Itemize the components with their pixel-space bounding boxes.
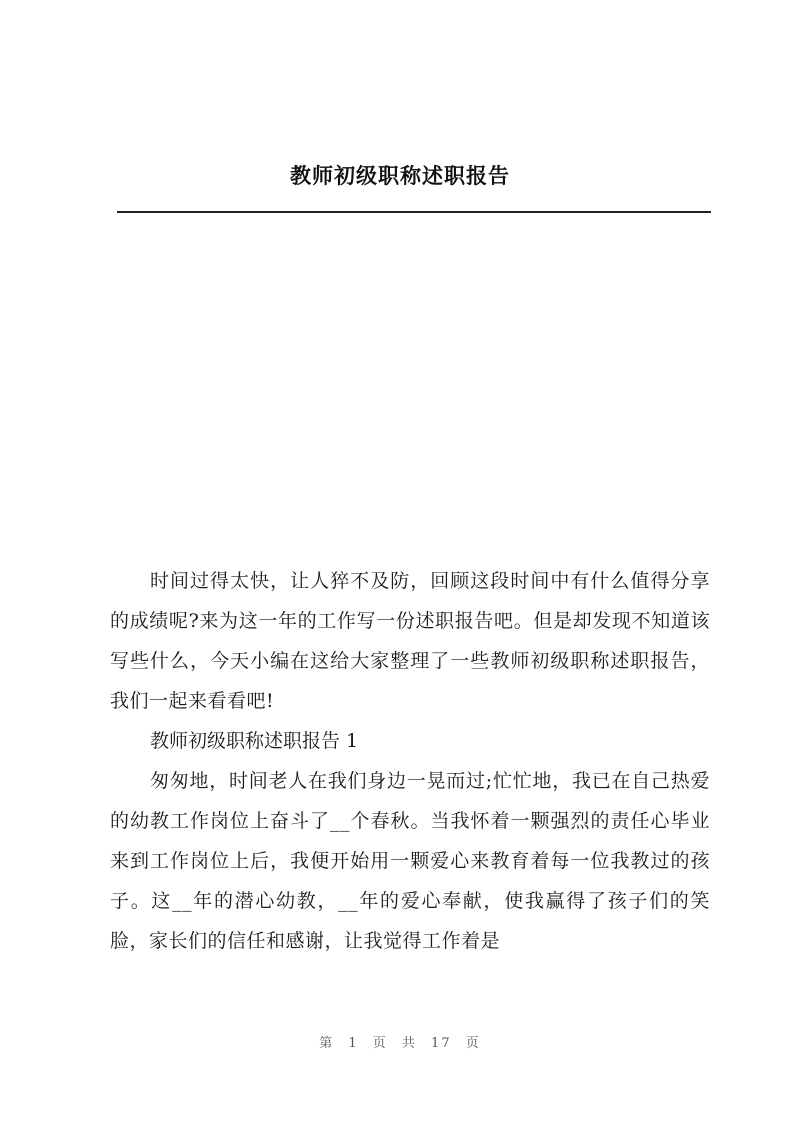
title-divider — [117, 211, 711, 213]
section-heading: 教师初级职称述职报告 1 — [150, 730, 359, 752]
document-title: 教师初级职称述职报告 — [290, 163, 510, 188]
document-body — [110, 561, 710, 961]
section-paragraph: 匆匆地，时间老人在我们身边一晃而过;忙忙地，我已在自己热爱的幼教工作岗位上奋斗了__个春秋。当我怀着一颗强烈的责任心毕业来到工作岗位上后，我便开始用一颗爱心来教育着每一位我教过的孩子。这__年的潜心幼教，__年的爱心奉献，使我赢得了孩子们的笑脸，家长们的信任和感谢，让我觉得工作着是 — [110, 770, 710, 952]
page-indicator: 第 1 页 共 17 页 — [319, 1036, 481, 1051]
intro-paragraph: 时间过得太快，让人猝不及防，回顾这段时间中有什么值得分享的成绩呢?来为这一年的工作写一份述职报告吧。但是却发现不知道该写些什么，今天小编在这给大家整理了一些教师初级职称述职报告，我们一起来看看吧! — [110, 570, 710, 712]
